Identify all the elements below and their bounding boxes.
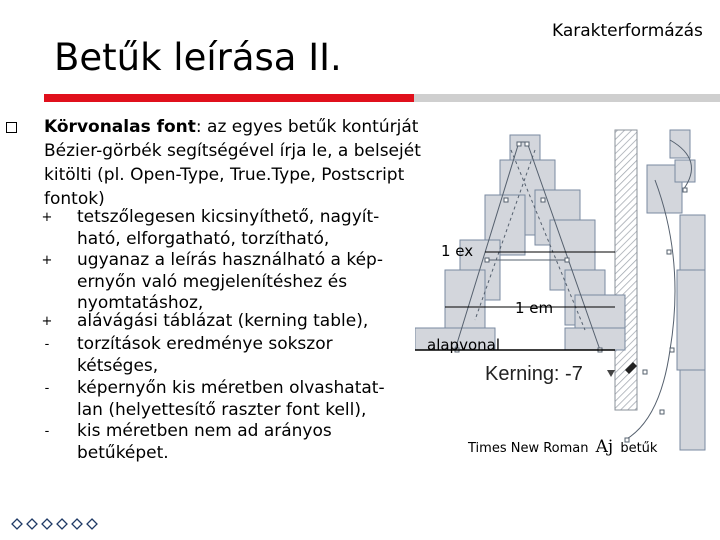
title-rule [44,94,414,102]
nav-diamond-icon [42,519,52,529]
plus-bullet-icon: + [41,253,53,268]
bold-term: Körvonalas font [44,117,196,137]
header-tag: Karakterformázás [552,21,703,41]
title-rule-extension [414,94,720,102]
minus-bullet-icon: - [44,337,50,352]
baseline-label: alapvonal [427,336,500,354]
plus-bullet-icon: + [41,210,53,225]
nav-diamond-icon [12,519,22,529]
minus-bullet-icon: - [44,424,50,439]
sub-item-text: torzítások eredménye sokszor kétséges, [77,334,333,376]
ex-label: 1 ex [441,242,474,260]
caption-prefix: Times New Roman [468,441,589,456]
figure-caption [468,437,657,457]
main-bullet-text [44,115,424,211]
nav-diamond-icon [87,519,97,529]
page-title: Betűk leírása II. [54,36,342,79]
square-bullet-icon [6,122,17,133]
main-description: : az egyes betűk kontúrját Bézier-görbék segítségével írja le, a belsejét kitölti (pl. Open-Type, True.Type, Postscript fontok) [44,117,421,209]
arrow-down-icon [607,370,615,377]
sub-item-text: képernyőn kis méretben olvashatat- lan (helyettesítő raszter font kell), [77,378,385,420]
caption-suffix: betűk [620,441,658,456]
sub-item-text: alávágási táblázat (kerning table), [77,311,369,331]
slide-nav-diamonds [10,517,110,531]
minus-bullet-icon: - [44,381,50,396]
outline-glyph-figure [415,120,715,460]
sub-item-text: kis méretben nem ad arányos betűképet. [77,421,332,463]
glyph-cells [415,130,705,450]
caption-glyph: Aj [595,437,614,457]
nav-diamond-icon [57,519,67,529]
nav-diamond-icon [72,519,82,529]
sub-item-text: ugyanaz a leírás használható a kép- ernyőn való megjelenítéshez és nyomtatáshoz, [77,250,383,313]
plus-bullet-icon: + [41,314,53,329]
sub-item-text: tetszőlegesen kicsinyíthető, nagyít- ható, elforgatható, torzítható, [77,207,380,249]
kerning-label: Kerning: -7 [485,363,583,385]
nav-diamond-icon [27,519,37,529]
em-label: 1 em [515,299,554,317]
